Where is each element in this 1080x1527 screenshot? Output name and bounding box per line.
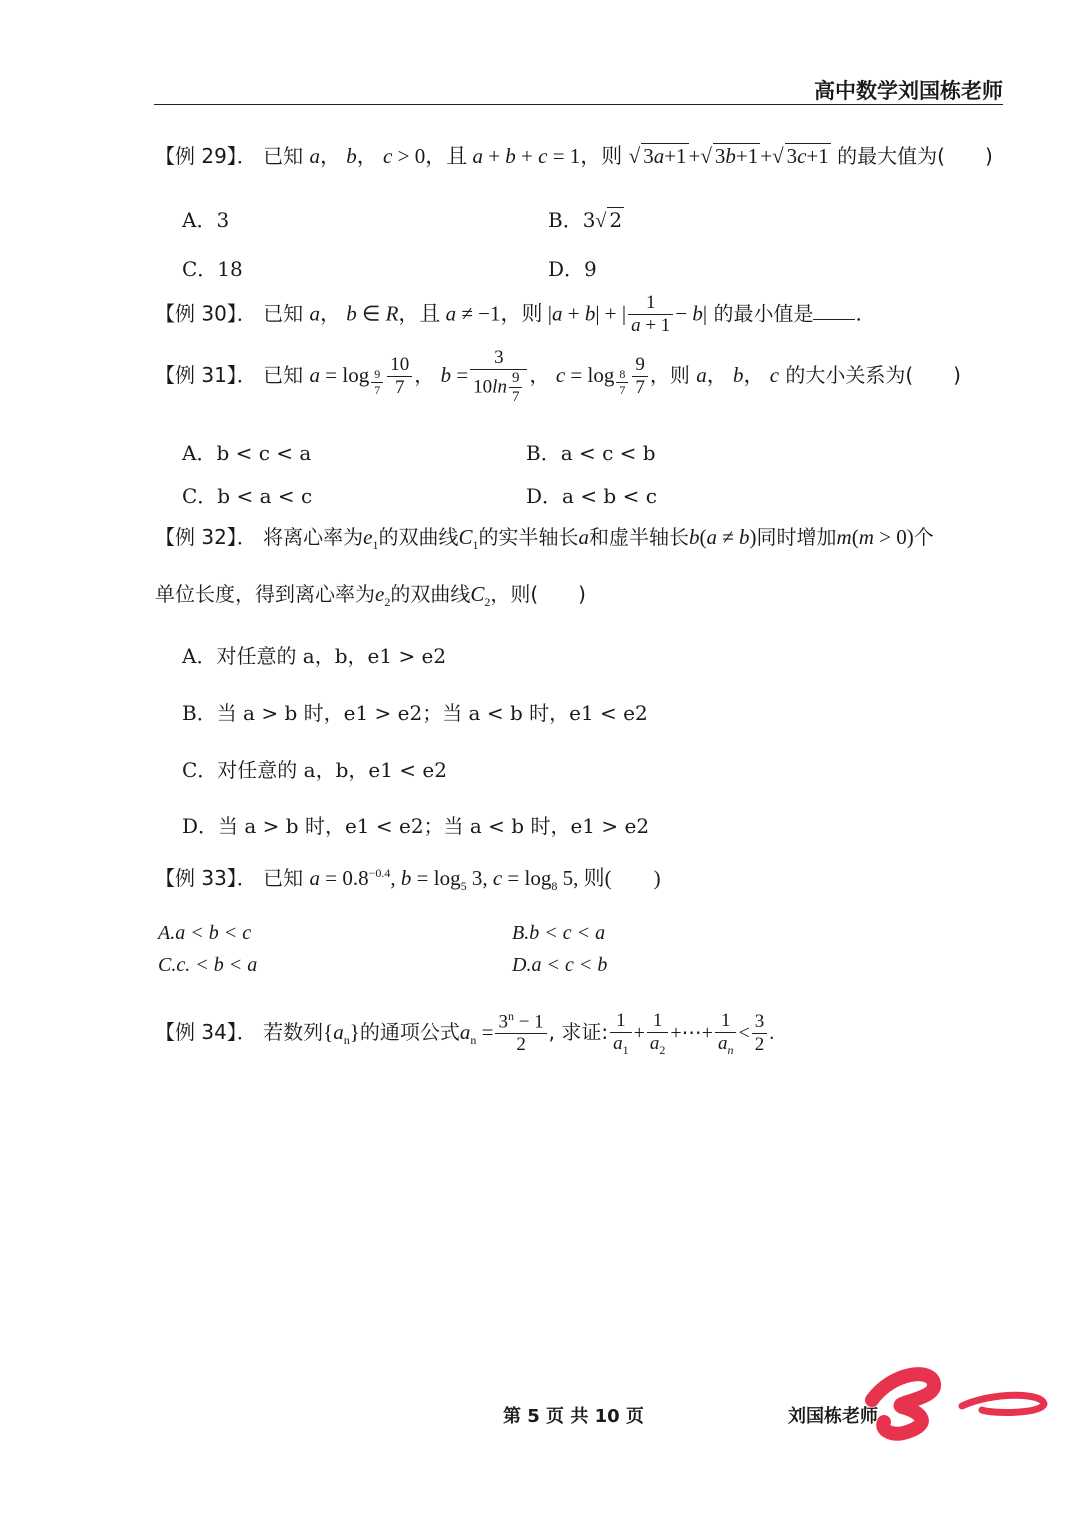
example-29-option-b: B．3√ 2 [548,208,623,232]
example-29-expression: √ 3a+1+√ 3b+1+√ 3c+1 [628,144,829,168]
example-32-option-d: D．当 a > b 时，e1 < e2；当 a < b 时，e1 > e2 [182,814,650,838]
example-30-label: 【例 30】． [155,301,257,326]
red-scribble-mark [862,1362,1052,1442]
example-29-option-d: D．9 [548,257,597,281]
example-32-option-c: C．对任意的 a，b，e1 < e2 [182,758,447,782]
example-33-option-b: B.b < c < a [512,922,606,944]
example-34-label: 【例 34】． [155,1020,257,1045]
example-31-option-a: A．b < c < a [182,441,312,465]
example-31-option-b: B．a < c < b [526,441,656,465]
answer-blank [813,303,855,320]
page-number: 第 5 页 共 10 页 [503,1406,644,1427]
example-29-label: 【例 29】． [155,144,257,168]
example-32-question-line2: 单位长度，得到离心率为$e_2$的双曲线$C_2$，则( ) [155,582,586,610]
example-29-question [155,143,993,169]
example-34-question: 【例 34】． 若数列$\{a_n\}$的通项公式$a_n$ = $\frac{3^n - 1}{2}$ , 求证: $\frac{1}{a_1}$ + $\frac{1}{a_2}$ +⋯+ $\frac{1}{a_n}$ < $\frac{3}{2}$ . [155,1009,775,1057]
example-31-question: 【例 31】． 已知 a = log $\frac{9}{7}$ $\frac{10}{7}$ ， b = 3 10ln $\frac{9}{7}$ ， c = log $\frac{8}{7}$ $\frac{9}{7}$ ，则 a， b， c 的大小关系为( ) [155,347,961,406]
example-33-option-c: C.c. < b < a [158,954,258,976]
example-33-option-a: A.a < b < c [158,922,252,944]
example-33-label: 【例 33】． [155,866,257,890]
example-33-option-d: D.a < c < b [512,954,608,976]
example-32-option-b: B．当 a > b 时，e1 > e2；当 a < b 时，e1 < e2 [182,701,648,725]
example-29-option-c: C．18 [182,257,243,281]
example-29-condition: a， b， c > 0，且 a + b + c = 1，则 [309,144,623,168]
footer-author: 刘国栋老师 [788,1406,878,1427]
example-30-question: 【例 30】． 已知 a， b ∈ R，且 a ≠ −1，则 |a + b| + | $\frac{1}{a + 1}$ − b| 的最小值是 . [155,292,862,336]
example-32-option-a: A．对任意的 a，b，e1 > e2 [182,644,447,668]
example-32-question-line1: 【例 32】． 将离心率为$e_1$的双曲线$C_1$的实半轴长a和虚半轴长b(a ≠ b)同时增加m(m > 0)个 [155,525,934,553]
example-33-question: 【例 33】． 已知 $a = 0.8^{-0.4}$, $b = \log_5 3$, $c = \log_8 5$, 则( ) [155,866,661,894]
example-29-ask: 的最大值为( ) [837,144,993,168]
example-31-label: 【例 31】． [155,363,257,388]
header-divider [154,104,1003,105]
example-31-option-d: D．a < b < c [526,484,657,508]
page-header-title: 高中数学刘国栋老师 [814,79,1003,103]
example-31-option-c: C．b < a < c [182,484,313,508]
example-29-option-a: A．3 [182,208,230,232]
example-29-known: 已知 [263,144,304,168]
example-32-label: 【例 32】． [155,525,257,549]
